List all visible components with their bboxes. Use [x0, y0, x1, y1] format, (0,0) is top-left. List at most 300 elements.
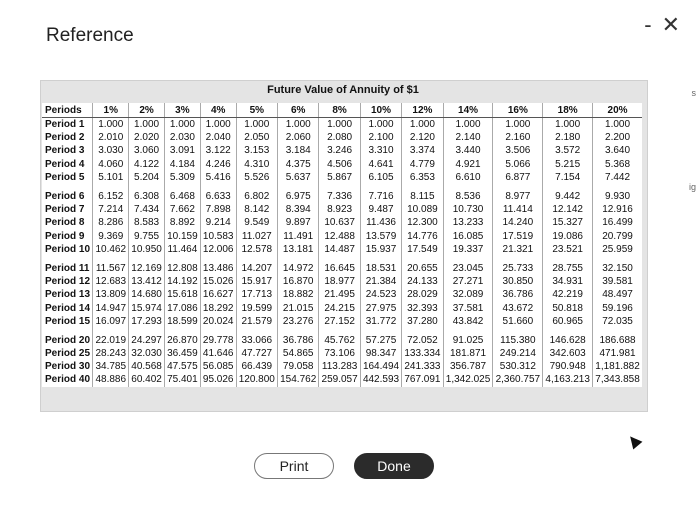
table-cell: 27.975: [360, 301, 401, 314]
table-cell: 13.181: [278, 243, 319, 256]
table-cell: 26.870: [164, 328, 200, 347]
table-cell: 4.184: [164, 158, 200, 171]
table-cell: 13.486: [200, 256, 236, 275]
table-cell: 57.275: [360, 328, 401, 347]
table-row: [42, 230, 642, 243]
table-cell: 21.015: [278, 301, 319, 314]
table-cell: 15.974: [129, 301, 165, 314]
table-cell: 34.931: [543, 275, 593, 288]
table-cell: 4.246: [200, 158, 236, 171]
table-row: [42, 328, 642, 347]
table-row: [42, 158, 642, 171]
table-cell: 8.892: [164, 216, 200, 229]
table-title: Future Value of Annuity of $1: [267, 84, 419, 96]
table-cell: 24.297: [129, 328, 165, 347]
period-label: Period 40: [45, 374, 91, 386]
dialog-title: Reference: [46, 25, 134, 46]
table-row: [42, 171, 642, 184]
table-cell: 133.334: [402, 347, 443, 360]
period-label: Period 4: [45, 158, 85, 170]
table-cell: 2.120: [402, 131, 443, 144]
table-cell: 24.215: [319, 301, 360, 314]
table-cell: 6.105: [360, 171, 401, 184]
table-cell: 8.923: [319, 203, 360, 216]
table-cell: 2.020: [129, 131, 165, 144]
table-cell: 471.981: [593, 347, 642, 360]
table-cell: 91.025: [443, 328, 493, 347]
table-cell: 18.977: [319, 275, 360, 288]
table-cell: 7.154: [543, 171, 593, 184]
table-cell: 18.292: [200, 301, 236, 314]
table-cell: 40.568: [129, 360, 165, 373]
table-cell: 3.374: [402, 144, 443, 157]
table-row: [42, 256, 642, 275]
table-cell: 27.152: [319, 315, 360, 328]
table-cell: 1.000: [236, 118, 277, 132]
table-cell: 7.898: [200, 203, 236, 216]
table-cell: 24.133: [402, 275, 443, 288]
table-cell: 32.393: [402, 301, 443, 314]
done-button[interactable]: Done: [354, 453, 434, 479]
table-cell: 10.159: [164, 230, 200, 243]
table-cell: 14.972: [278, 256, 319, 275]
table-cell: 10.089: [402, 203, 443, 216]
table-cell: 3.640: [593, 144, 642, 157]
table-cell: 7.442: [593, 171, 642, 184]
column-header-rate: 4%: [200, 103, 236, 118]
table-cell: 249.214: [493, 347, 543, 360]
table-cell: 6.152: [93, 184, 129, 203]
table-cell: 2.180: [543, 131, 593, 144]
table-cell: 12.916: [593, 203, 642, 216]
table-cell: 28.243: [93, 347, 129, 360]
table-cell: 30.850: [493, 275, 543, 288]
table-cell: 1,181.882: [593, 360, 642, 373]
table-cell: 120.800: [236, 373, 277, 386]
table-cell: 3.153: [236, 144, 277, 157]
table-cell: 2.010: [93, 131, 129, 144]
table-cell: 21.579: [236, 315, 277, 328]
table-cell: 767.091: [402, 373, 443, 386]
table-cell: 3.060: [129, 144, 165, 157]
table-row: [42, 288, 642, 301]
table-cell: 3.030: [93, 144, 129, 157]
table-cell: 23.276: [278, 315, 319, 328]
table-cell: 3.572: [543, 144, 593, 157]
table-cell: 5.204: [129, 171, 165, 184]
table-cell: 19.599: [236, 301, 277, 314]
table-cell: 33.066: [236, 328, 277, 347]
table-cell: 1.000: [543, 118, 593, 132]
table-cell: 72.052: [402, 328, 443, 347]
table-row: [42, 144, 642, 157]
table-cell: 6.975: [278, 184, 319, 203]
table-cell: 16.097: [93, 315, 129, 328]
table-cell: 13.579: [360, 230, 401, 243]
window-controls: [644, 14, 680, 36]
table-cell: 2.160: [493, 131, 543, 144]
table-cell: 16.085: [443, 230, 493, 243]
column-header-rate: 1%: [93, 103, 129, 118]
table-cell: 14.207: [236, 256, 277, 275]
table-cell: 12.142: [543, 203, 593, 216]
table-cell: 9.930: [593, 184, 642, 203]
table-cell: 11.027: [236, 230, 277, 243]
table-cell: 37.581: [443, 301, 493, 314]
table-cell: 48.497: [593, 288, 642, 301]
table-cell: 56.085: [200, 360, 236, 373]
table-cell: 8.977: [493, 184, 543, 203]
table-cell: 356.787: [443, 360, 493, 373]
table-cell: 48.886: [93, 373, 129, 386]
table-cell: 13.412: [129, 275, 165, 288]
table-row: [42, 373, 642, 386]
period-label: Period 6: [45, 191, 85, 203]
side-mark: s: [691, 88, 696, 98]
table-cell: 18.599: [164, 315, 200, 328]
table-cell: 10.730: [443, 203, 493, 216]
table-cell: 7,343.858: [593, 373, 642, 386]
table-cell: 15.937: [360, 243, 401, 256]
table-cell: 5.867: [319, 171, 360, 184]
table-row: [42, 360, 642, 373]
table-cell: 28.755: [543, 256, 593, 275]
table-cell: 20.799: [593, 230, 642, 243]
table-cell: 14.776: [402, 230, 443, 243]
table-row: [42, 184, 642, 203]
table-cell: 6.610: [443, 171, 493, 184]
table-cell: 342.603: [543, 347, 593, 360]
table-cell: 34.785: [93, 360, 129, 373]
table-cell: 530.312: [493, 360, 543, 373]
table-cell: 13.809: [93, 288, 129, 301]
table-cell: 6.633: [200, 184, 236, 203]
table-cell: 20.655: [402, 256, 443, 275]
table-cell: 23.045: [443, 256, 493, 275]
table-cell: 10.462: [93, 243, 129, 256]
table-cell: 2.080: [319, 131, 360, 144]
table-cell: 5.416: [200, 171, 236, 184]
table-cell: 60.402: [129, 373, 165, 386]
table-cell: 11.436: [360, 216, 401, 229]
table-cell: 4.122: [129, 158, 165, 171]
table-cell: 7.716: [360, 184, 401, 203]
table-cell: 47.575: [164, 360, 200, 373]
table-cell: 19.086: [543, 230, 593, 243]
table-cell: 12.683: [93, 275, 129, 288]
column-header-rate: 14%: [443, 103, 493, 118]
table-cell: 9.369: [93, 230, 129, 243]
table-cell: 4.060: [93, 158, 129, 171]
print-button[interactable]: Print: [254, 453, 334, 479]
table-cell: 12.808: [164, 256, 200, 275]
close-icon[interactable]: ✕: [661, 12, 680, 37]
period-label: Period 3: [45, 145, 85, 157]
table-cell: 4.779: [402, 158, 443, 171]
column-header-rate: 16%: [493, 103, 543, 118]
table-cell: 98.347: [360, 347, 401, 360]
table-cell: 2.040: [200, 131, 236, 144]
table-cell: 95.026: [200, 373, 236, 386]
table-cell: 5.368: [593, 158, 642, 171]
table-cell: 60.965: [543, 315, 593, 328]
period-label: Period 14: [45, 302, 91, 314]
table-cell: 1.000: [360, 118, 401, 132]
table-cell: 7.336: [319, 184, 360, 203]
table-cell: 13.233: [443, 216, 493, 229]
column-header-rate: 2%: [129, 103, 165, 118]
table-cell: 15.026: [200, 275, 236, 288]
table-cell: 27.271: [443, 275, 493, 288]
table-cell: 21.321: [493, 243, 543, 256]
table-row: [42, 275, 642, 288]
period-label: Period 30: [45, 361, 91, 373]
table-cell: 32.150: [593, 256, 642, 275]
table-cell: 17.293: [129, 315, 165, 328]
column-header-rate: 12%: [402, 103, 443, 118]
period-label: Period 5: [45, 171, 85, 183]
table-cell: 23.521: [543, 243, 593, 256]
table-cell: 10.583: [200, 230, 236, 243]
table-cell: 1.000: [593, 118, 642, 132]
table-cell: 12.169: [129, 256, 165, 275]
table-cell: 8.583: [129, 216, 165, 229]
table-cell: 32.089: [443, 288, 493, 301]
table-cell: 4,163.213: [543, 373, 593, 386]
table-cell: 14.680: [129, 288, 165, 301]
table-cell: 16.645: [319, 256, 360, 275]
table-cell: 7.214: [93, 203, 129, 216]
period-label: Period 12: [45, 276, 91, 288]
table-cell: 6.308: [129, 184, 165, 203]
minimize-icon[interactable]: -: [644, 12, 652, 37]
table-cell: 3.310: [360, 144, 401, 157]
table-cell: 5.066: [493, 158, 543, 171]
table-cell: 1.000: [402, 118, 443, 132]
table-cell: 8.286: [93, 216, 129, 229]
table-cell: 11.464: [164, 243, 200, 256]
table-cell: 32.030: [129, 347, 165, 360]
table-cell: 6.802: [236, 184, 277, 203]
table-cell: 2.060: [278, 131, 319, 144]
table-cell: 6.353: [402, 171, 443, 184]
table-header-row: [42, 103, 642, 118]
table-cell: 3.184: [278, 144, 319, 157]
table-cell: 790.948: [543, 360, 593, 373]
table-cell: 2,360.757: [493, 373, 543, 386]
table-cell: 164.494: [360, 360, 401, 373]
period-label: Period 7: [45, 204, 85, 216]
table-cell: 1.000: [200, 118, 236, 132]
table-cell: 14.192: [164, 275, 200, 288]
table-cell: 12.488: [319, 230, 360, 243]
column-header-rate: 3%: [164, 103, 200, 118]
column-header-rate: 20%: [593, 103, 642, 118]
table-cell: 6.468: [164, 184, 200, 203]
table-cell: 17.519: [493, 230, 543, 243]
table-cell: 11.414: [493, 203, 543, 216]
table-cell: 16.870: [278, 275, 319, 288]
period-label: Period 11: [45, 262, 90, 274]
table-cell: 22.019: [93, 328, 129, 347]
table-cell: 10.637: [319, 216, 360, 229]
table-cell: 5.215: [543, 158, 593, 171]
table-cell: 2.030: [164, 131, 200, 144]
table-cell: 17.713: [236, 288, 277, 301]
table-cell: 21.384: [360, 275, 401, 288]
column-header-periods: Periods: [42, 103, 93, 118]
table-cell: 7.662: [164, 203, 200, 216]
column-header-rate: 5%: [236, 103, 277, 118]
table-cell: 75.401: [164, 373, 200, 386]
table-cell: 9.549: [236, 216, 277, 229]
column-header-rate: 6%: [278, 103, 319, 118]
table-cell: 37.280: [402, 315, 443, 328]
table-cell: 19.337: [443, 243, 493, 256]
table-cell: 4.375: [278, 158, 319, 171]
table-cell: 9.755: [129, 230, 165, 243]
table-cell: 6.877: [493, 171, 543, 184]
table-cell: 7.434: [129, 203, 165, 216]
table-cell: 1,342.025: [443, 373, 493, 386]
table-cell: 186.688: [593, 328, 642, 347]
table-cell: 1.000: [493, 118, 543, 132]
table-cell: 54.865: [278, 347, 319, 360]
period-label: Period 2: [45, 132, 85, 144]
table-cell: 4.641: [360, 158, 401, 171]
table-row: [42, 131, 642, 144]
table-cell: 8.394: [278, 203, 319, 216]
table-cell: 442.593: [360, 373, 401, 386]
table-cell: 36.459: [164, 347, 200, 360]
table-row: [42, 216, 642, 229]
table-cell: 14.240: [493, 216, 543, 229]
table-cell: 115.380: [493, 328, 543, 347]
table-cell: 1.000: [164, 118, 200, 132]
table-cell: 5.101: [93, 171, 129, 184]
table-cell: 9.487: [360, 203, 401, 216]
table-cell: 31.772: [360, 315, 401, 328]
table-cell: 39.581: [593, 275, 642, 288]
table-cell: 3.122: [200, 144, 236, 157]
table-cell: 2.140: [443, 131, 493, 144]
table-cell: 5.309: [164, 171, 200, 184]
table-cell: 3.246: [319, 144, 360, 157]
table-cell: 18.531: [360, 256, 401, 275]
table-cell: 4.921: [443, 158, 493, 171]
table-row: [42, 315, 642, 328]
table-cell: 154.762: [278, 373, 319, 386]
table-cell: 5.637: [278, 171, 319, 184]
table-cell: 51.660: [493, 315, 543, 328]
table-cell: 181.871: [443, 347, 493, 360]
table-cell: 3.440: [443, 144, 493, 157]
table-cell: 12.300: [402, 216, 443, 229]
table-cell: 2.100: [360, 131, 401, 144]
period-label: Period 20: [45, 334, 91, 346]
table-row: [42, 347, 642, 360]
table-row: [42, 301, 642, 314]
table-cell: 24.523: [360, 288, 401, 301]
table-cell: 9.897: [278, 216, 319, 229]
table-cell: 113.283: [319, 360, 360, 373]
table-cell: 1.000: [93, 118, 129, 132]
table-cell: 4.506: [319, 158, 360, 171]
side-mark: ig: [688, 182, 696, 192]
table-cell: 36.786: [278, 328, 319, 347]
table-cell: 72.035: [593, 315, 642, 328]
table-cell: 4.310: [236, 158, 277, 171]
table-cell: 16.627: [200, 288, 236, 301]
table-cell: 29.778: [200, 328, 236, 347]
mouse-cursor-icon: [626, 433, 643, 450]
table-cell: 8.536: [443, 184, 493, 203]
table-row: [42, 243, 642, 256]
table-cell: 41.646: [200, 347, 236, 360]
period-label: Period 15: [45, 315, 91, 327]
table-cell: 1.000: [319, 118, 360, 132]
table-cell: 1.000: [129, 118, 165, 132]
table-cell: 8.115: [402, 184, 443, 203]
table-cell: 17.549: [402, 243, 443, 256]
table-cell: 14.947: [93, 301, 129, 314]
table-cell: 5.526: [236, 171, 277, 184]
table-cell: 12.006: [200, 243, 236, 256]
table-cell: 21.495: [319, 288, 360, 301]
table-cell: 47.727: [236, 347, 277, 360]
table-cell: 14.487: [319, 243, 360, 256]
table-cell: 15.917: [236, 275, 277, 288]
table-row: [42, 203, 642, 216]
table-body: [42, 118, 642, 387]
table-cell: 20.024: [200, 315, 236, 328]
table-cell: 59.196: [593, 301, 642, 314]
column-header-rate: 8%: [319, 103, 360, 118]
table-cell: 18.882: [278, 288, 319, 301]
table-cell: 16.499: [593, 216, 642, 229]
period-label: Period 10: [45, 243, 91, 255]
period-label: Period 9: [45, 230, 85, 242]
table-cell: 146.628: [543, 328, 593, 347]
period-label: Period 1: [45, 119, 85, 131]
table-cell: 73.106: [319, 347, 360, 360]
table-cell: 50.818: [543, 301, 593, 314]
table-cell: 3.091: [164, 144, 200, 157]
table-cell: 66.439: [236, 360, 277, 373]
period-label: Period 25: [45, 348, 91, 360]
table-cell: 2.200: [593, 131, 642, 144]
table-cell: 28.029: [402, 288, 443, 301]
table-cell: 11.491: [278, 230, 319, 243]
column-header-rate: 10%: [360, 103, 401, 118]
table-cell: 10.950: [129, 243, 165, 256]
table-cell: 25.959: [593, 243, 642, 256]
table-cell: 2.050: [236, 131, 277, 144]
period-label: Period 13: [45, 289, 91, 301]
table-cell: 8.142: [236, 203, 277, 216]
table-cell: 36.786: [493, 288, 543, 301]
table-row: [42, 118, 642, 132]
table-cell: 11.567: [93, 256, 129, 275]
table-cell: 42.219: [543, 288, 593, 301]
table-cell: 259.057: [319, 373, 360, 386]
table-cell: 15.618: [164, 288, 200, 301]
table-cell: 17.086: [164, 301, 200, 314]
table-cell: 241.333: [402, 360, 443, 373]
table-cell: 9.214: [200, 216, 236, 229]
table-cell: 25.733: [493, 256, 543, 275]
table-cell: 12.578: [236, 243, 277, 256]
